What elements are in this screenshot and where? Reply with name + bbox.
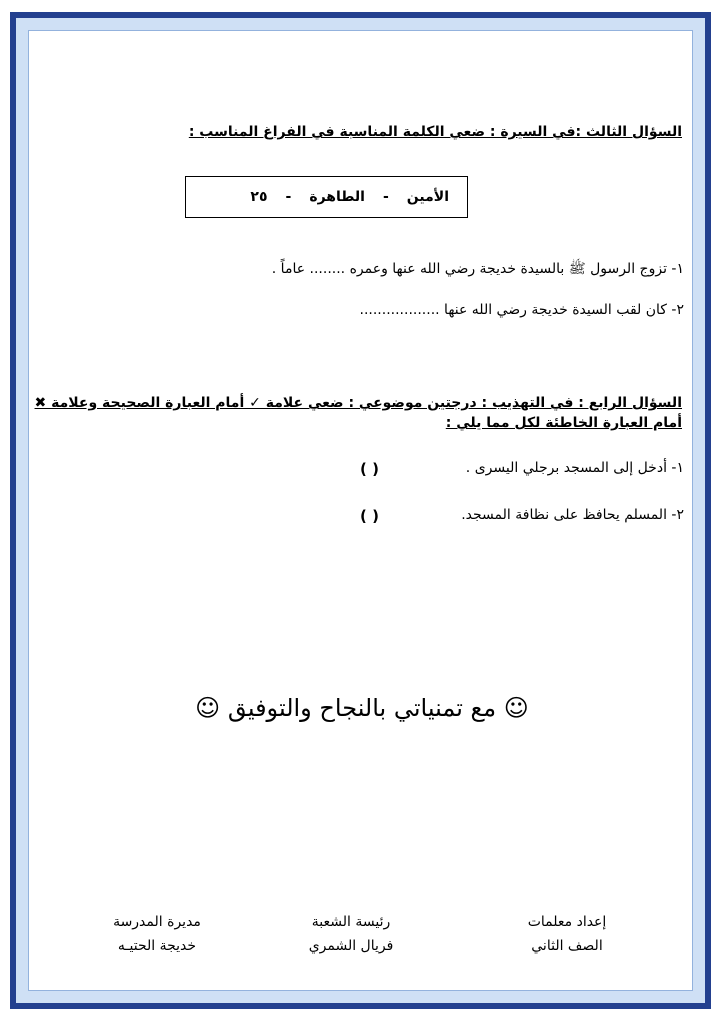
signature-name: فريال الشمري [308, 938, 394, 954]
signature-preparer [492, 910, 642, 958]
q3-heading: السؤال الثالث :في السيرة : ضعي الكلمة المناسبة في الفراغ المناسب : [188, 124, 682, 140]
signature-title: إعداد معلمات [527, 914, 607, 930]
q4-heading-line1: السؤال الرابع : في التهذيب : درجتين موضوعي : ضعي علامة ✓ أمام العبارة الصحيحة وعلامة ✖ [34, 395, 682, 411]
word-bank-choice: ٢٥ [250, 189, 268, 205]
signature-title: مديرة المدرسة [113, 914, 201, 930]
good-luck-message: ☺ مع تمنياتي بالنجاح والتوفيق ☺ [195, 694, 529, 722]
q4-item-2: ٢- المسلم يحافظ على نظافة المسجد. [461, 507, 684, 523]
q3-item-2: ٢- كان لقب السيدة خديجة رضي الله عنها .................. [359, 302, 684, 318]
q4-item-1: ١- أدخل إلى المسجد برجلي اليسرى . [465, 460, 684, 476]
signature-name: خديجة الحتيـه [117, 938, 197, 954]
q4-heading-line2: أمام العبارة الخاطئة لكل مما يلي : [445, 415, 682, 431]
word-bank-separator: - [382, 189, 389, 205]
answer-blank[interactable]: ( ) [360, 507, 379, 525]
q3-item-1: ١- تزوج الرسول ﷺ بالسيدة خديجة رضي الله عنها وعمره ........ عاماً . [271, 261, 684, 277]
word-bank-choice: الطاهرة [309, 189, 365, 205]
signature-principal [82, 910, 232, 958]
signature-title: رئيسة الشعبة [311, 914, 391, 930]
word-bank-box [185, 176, 468, 218]
signature-name: الصف الثاني [531, 938, 603, 954]
signature-head [276, 910, 426, 958]
word-bank-separator: - [285, 189, 292, 205]
answer-blank[interactable]: ( ) [360, 460, 379, 478]
word-bank-choice: الأمين [406, 189, 449, 205]
